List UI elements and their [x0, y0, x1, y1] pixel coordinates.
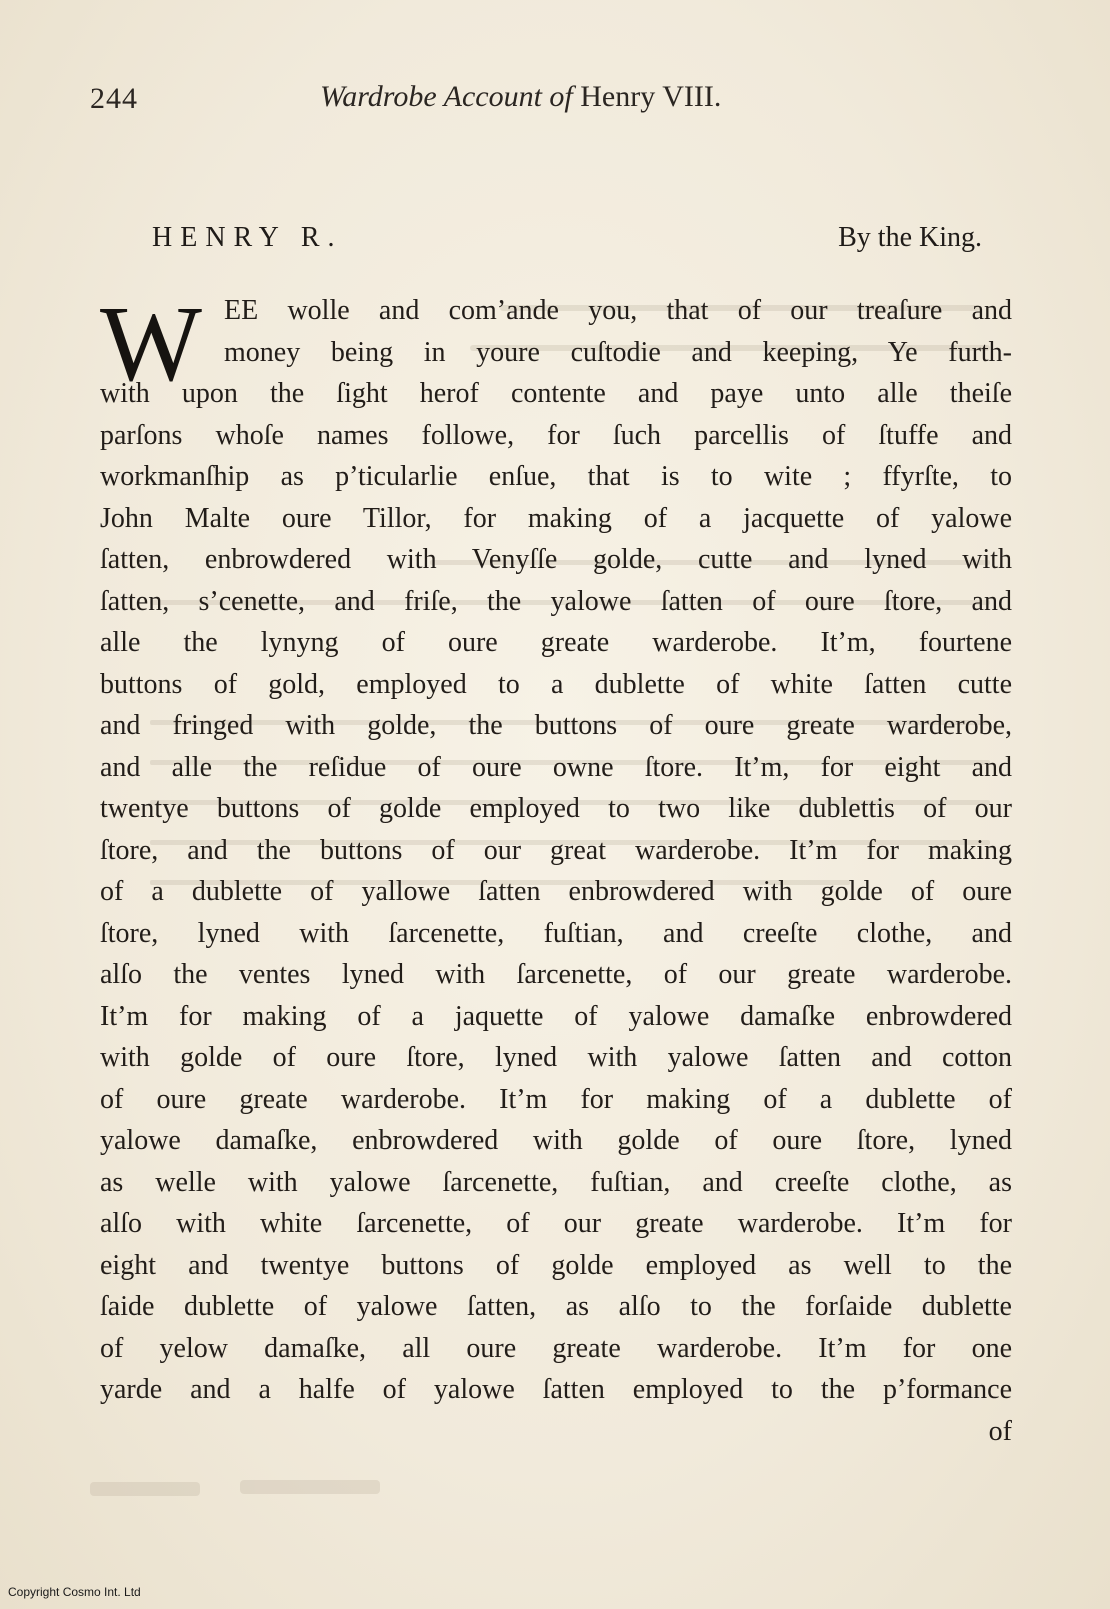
- text-line: and fringed with golde, the buttons of oure greate warderobe,: [100, 710, 1012, 741]
- catchword: of: [988, 1415, 1012, 1447]
- letter-heading: [152, 222, 982, 272]
- running-title-roman: Henry VIII.: [580, 80, 722, 113]
- text-line: ſaide dublette of yalowe ſatten, as alſo to the forſaide dublette: [100, 1291, 1012, 1322]
- text-line: EE wolle and com’ande you, that of our treaſure and: [224, 295, 1012, 326]
- text-line: and alle the reſidue of oure owne ſtore. It’m, for eight and: [100, 751, 1012, 783]
- body-text: [100, 285, 1012, 1452]
- running-title: [320, 80, 721, 114]
- heading-by-the-king: By the King.: [838, 222, 982, 253]
- text-line: money being in youre cuſtodie and keeping, Ye furth-: [224, 336, 1012, 368]
- text-line: with upon the ſight herof contente and paye unto alle theiſe: [100, 378, 1012, 409]
- text-line: of oure greate warderobe. It’m for making of a dublette of: [100, 1083, 1012, 1115]
- text-line: alſo with white ſarcenette, of our greate warderobe. It’m for: [100, 1208, 1012, 1239]
- page-number: 244: [90, 82, 138, 115]
- text-line: workmanſhip as p’ticularlie enſue, that is to wite ; ffyrſte, to: [100, 461, 1012, 492]
- copyright-notice: Copyright Cosmo Int. Ltd: [8, 1585, 141, 1599]
- text-line: alle the lynyng of oure greate warderobe. It’m, fourtene: [100, 627, 1012, 658]
- heading-signature: HENRY R.: [152, 222, 343, 253]
- text-line: of yelow damaſke, all oure greate warderobe. It’m for one: [100, 1332, 1012, 1364]
- text-line: parſons whoſe names followe, for ſuch parcellis of ſtuffe and: [100, 419, 1012, 451]
- text-line: ſtore, lyned with ſarcenette, fuſtian, and creeſte clothe, and: [100, 917, 1012, 949]
- text-line: as welle with yalowe ſarcenette, fuſtian, and creeſte clothe, as: [100, 1166, 1012, 1198]
- text-line: with golde of oure ſtore, lyned with yalowe ſatten and cotton: [100, 1042, 1012, 1073]
- text-line: twentye buttons of golde employed to two like dublettis of our: [100, 793, 1012, 824]
- text-line: buttons of gold, employed to a dublette of white ſatten cutte: [100, 668, 1012, 700]
- text-line: ſatten, s’cenette, and friſe, the yalowe ſatten of oure ſtore, and: [100, 585, 1012, 617]
- text-line: eight and twentye buttons of golde employed as well to the: [100, 1249, 1012, 1281]
- running-head: [90, 70, 1030, 130]
- text-line: It’m for making of a jaquette of yalowe damaſke enbrowdered: [100, 1000, 1012, 1032]
- text-line: John Malte oure Tillor, for making of a jacquette of yalowe: [100, 502, 1012, 534]
- drop-cap: W: [100, 285, 202, 404]
- text-line: of a dublette of yallowe ſatten enbrowdered with golde of oure: [100, 876, 1012, 907]
- text-line: yarde and a halfe of yalowe ſatten employed to the p’formance: [100, 1374, 1012, 1405]
- text-line: yalowe damaſke, enbrowdered with golde of oure ſtore, lyned: [100, 1125, 1012, 1156]
- text-line: ſtore, and the buttons of our great warderobe. It’m for making: [100, 834, 1012, 866]
- running-title-italic: Wardrobe Account of: [320, 80, 573, 113]
- text-line: ſatten, enbrowdered with Venyſſe golde, cutte and lyned with: [100, 544, 1012, 575]
- text-line: alſo the ventes lyned with ſarcenette, of our greate warderobe.: [100, 959, 1012, 990]
